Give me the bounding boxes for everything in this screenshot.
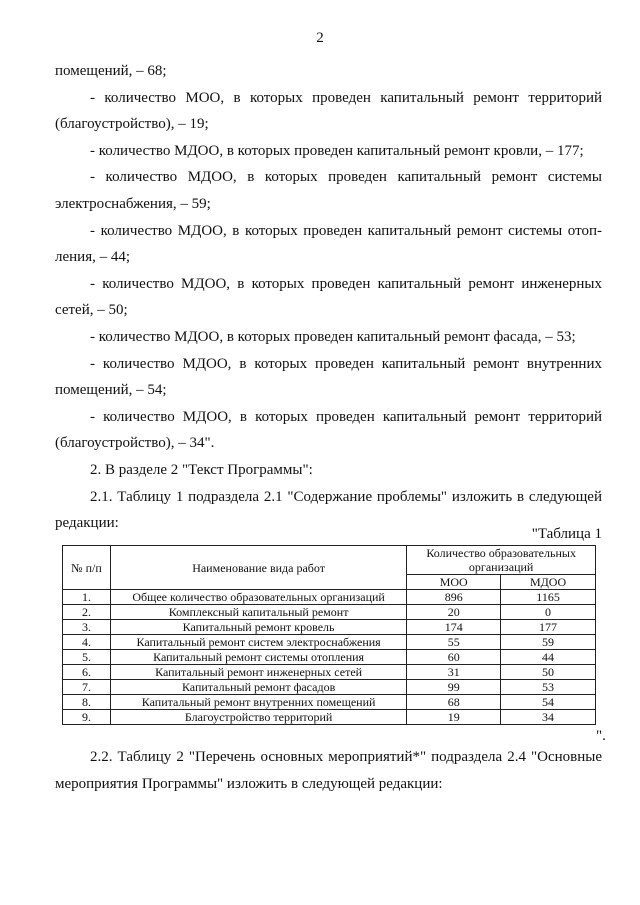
moo-count-cell: 896 <box>407 590 501 605</box>
header-mdoo: МДОО <box>501 575 596 590</box>
row-number-cell: 3. <box>63 620 111 635</box>
paragraph: - количество МДОО, в которых проведен капитальный ремонт внутренних помещений, – 54; <box>55 355 602 399</box>
mdoo-count-cell: 53 <box>501 680 596 695</box>
table-closing-quote: ". <box>596 728 606 744</box>
paragraph: - количество МДОО, в которых проведен капитальный ремонт системы отоп-ления, – 44; <box>55 222 602 266</box>
header-count-group: Количество образовательных организаций <box>407 546 596 575</box>
mdoo-count-cell: 1165 <box>501 590 596 605</box>
header-work-type: Наименование вида работ <box>110 546 406 590</box>
row-number-cell: 4. <box>63 635 111 650</box>
row-number-cell: 8. <box>63 695 111 710</box>
table-row <box>63 710 596 725</box>
table-body <box>63 590 596 725</box>
paragraph: - количество МДОО, в которых проведен капитальный ремонт инженерных сетей, – 50; <box>55 275 602 319</box>
header-moo: МОО <box>407 575 501 590</box>
mdoo-count-cell: 54 <box>501 695 596 710</box>
table-row <box>63 620 596 635</box>
moo-count-cell: 60 <box>407 650 501 665</box>
paragraph: 2.1. Таблицу 1 подраздела 2.1 "Содержание проблемы" изложить в следующей редакции: <box>55 488 602 532</box>
paragraph: помещений, – 68; <box>55 63 167 79</box>
work-type-cell: Капитальный ремонт системы отопления <box>110 650 406 665</box>
paragraph: - количество МДОО, в которых проведен капитальный ремонт кровли, – 177; <box>90 142 584 159</box>
moo-count-cell: 174 <box>407 620 501 635</box>
work-type-cell: Капитальный ремонт инженерных сетей <box>110 665 406 680</box>
moo-count-cell: 68 <box>407 695 501 710</box>
tail-text <box>55 744 602 797</box>
table-row <box>63 695 596 710</box>
work-type-cell: Общее количество образовательных организаций <box>110 590 406 605</box>
row-number-cell: 7. <box>63 680 111 695</box>
paragraph: - количество МДОО, в которых проведен капитальный ремонт фасада, – 53; <box>90 328 576 345</box>
table-row <box>63 680 596 695</box>
mdoo-count-cell: 50 <box>501 665 596 680</box>
table-row <box>63 605 596 620</box>
row-number-cell: 2. <box>63 605 111 620</box>
mdoo-count-cell: 34 <box>501 710 596 725</box>
paragraph: - количество МДОО, в которых проведен капитальный ремонт территорий (благоустройство), – 34". <box>55 408 602 452</box>
moo-count-cell: 20 <box>407 605 501 620</box>
body-text <box>55 58 602 537</box>
mdoo-count-cell: 59 <box>501 635 596 650</box>
page-number: 2 <box>316 30 324 46</box>
row-number-cell: 5. <box>63 650 111 665</box>
mdoo-count-cell: 44 <box>501 650 596 665</box>
table-row <box>63 665 596 680</box>
moo-count-cell: 31 <box>407 665 501 680</box>
table-caption: "Таблица 1 <box>531 526 602 542</box>
work-type-cell: Капитальный ремонт внутренних помещений <box>110 695 406 710</box>
paragraph: - количество МОО, в которых проведен капитальный ремонт территорий (благоустройство), – 19; <box>55 89 602 133</box>
table-row <box>63 590 596 605</box>
mdoo-count-cell: 177 <box>501 620 596 635</box>
table-row <box>63 635 596 650</box>
paragraph: 2. В разделе 2 "Текст Программы": <box>90 461 313 478</box>
table-row <box>63 650 596 665</box>
row-number-cell: 1. <box>63 590 111 605</box>
row-number-cell: 6. <box>63 665 111 680</box>
work-type-cell: Капитальный ремонт кровель <box>110 620 406 635</box>
moo-count-cell: 55 <box>407 635 501 650</box>
header-num: № п/п <box>63 546 111 590</box>
moo-count-cell: 19 <box>407 710 501 725</box>
row-number-cell: 9. <box>63 710 111 725</box>
works-table <box>62 545 596 725</box>
mdoo-count-cell: 0 <box>501 605 596 620</box>
paragraph-table-2: 2.2. Таблицу 2 "Перечень основных мероприятий*" подраздела 2.4 "Основные мероприятия Программы" изложить в следующей редакции: <box>55 749 602 792</box>
work-type-cell: Комплексный капитальный ремонт <box>110 605 406 620</box>
work-type-cell: Капитальный ремонт систем электроснабжения <box>110 635 406 650</box>
moo-count-cell: 99 <box>407 680 501 695</box>
work-type-cell: Капитальный ремонт фасадов <box>110 680 406 695</box>
paragraph: - количество МДОО, в которых проведен капитальный ремонт системы электроснабжения, – 59; <box>55 169 602 212</box>
work-type-cell: Благоустройство территорий <box>110 710 406 725</box>
